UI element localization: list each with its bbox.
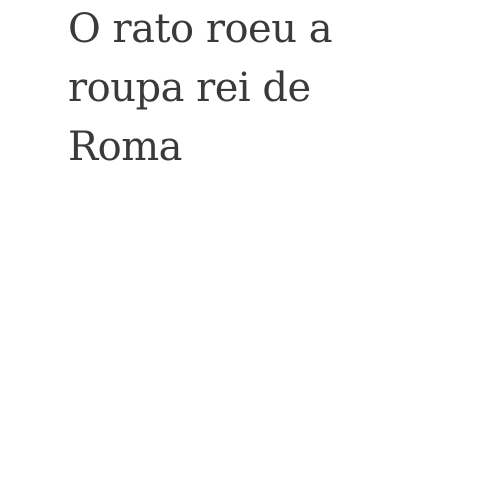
text-line-3: Roma [68,124,182,170]
text-line-1: O rato roeu a [68,6,333,52]
text-line-2: roupa rei de [68,65,311,111]
text-block [68,0,488,177]
